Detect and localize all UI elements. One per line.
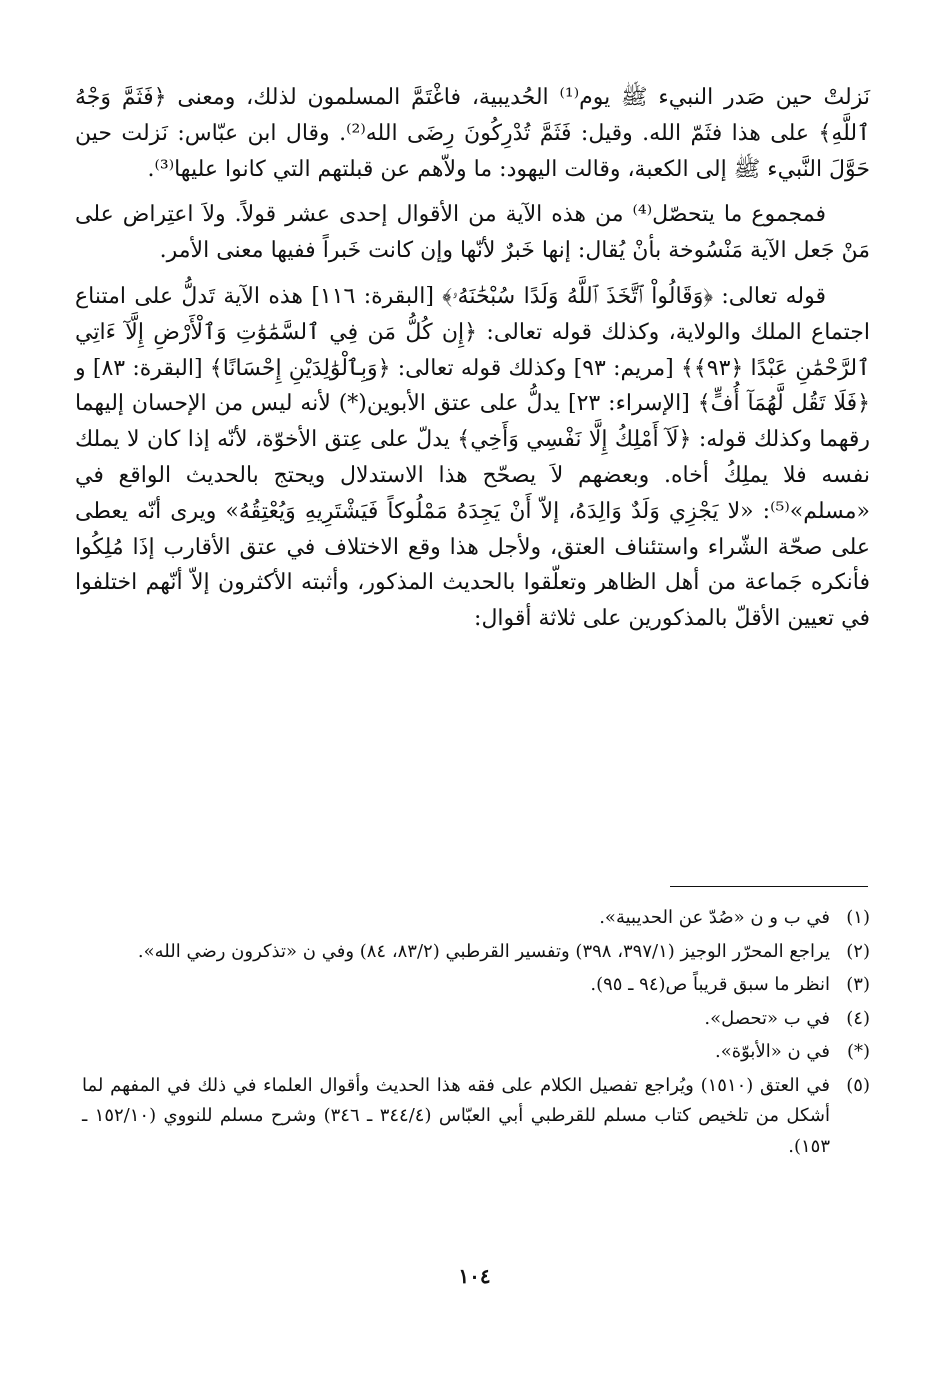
footnote-text: انظر ما سبق قريباً ص(٩٤ ـ ٩٥). (590, 974, 830, 995)
paragraph-hudaybiya: نَزلتْ حين صَدر النبيء ﷺ يوم⁽¹⁾ الحُديبية، فاغْتَمَّ المسلمون لذلك، ومعنى ﴿فَثَمَّ وَجْهُ ٱللَّهِ﴾ على هذا فثَمّ الله. وقيل: فَثَمَّ تُدْرِكُونَ رِضَى الله⁽²⁾. وقال ابن عبّاس: نَزلت حين حَوَّلَ النَّبيء ﷺ إلى الكعبة، وقالت اليهود: ما ولاّهم عن قبلتهم التي كانوا عليها⁽³⁾. (75, 85, 871, 182)
page-number: ١٠٤ (458, 1264, 491, 1288)
footnote-number: (٣) (846, 974, 870, 995)
footnote-text: في ب «تحصل». (704, 1007, 830, 1029)
footnote-number: (*) (846, 1041, 870, 1062)
footnote-2 (82, 937, 870, 968)
footnote-3 (82, 970, 870, 1001)
paragraph-summary: فمجموع ما يتحصّل⁽⁴⁾ من هذه الآية من الأقوال إحدى عشر قولاً. ولاَ اعتِراض على مَنْ جَعل الآية مَنْسُوخة بأنْ يُقال: إنها خَبرٌ لأنّها وإن كانت خَبراً ففيها معنى الأمر. (75, 202, 870, 264)
footnotes (82, 903, 870, 1165)
footnote-4 (82, 1004, 870, 1035)
main-text (75, 80, 870, 637)
footnote-text: في ب و ن «صُدّ عن الحديبية». (599, 907, 830, 928)
footnote-number: (١) (846, 907, 870, 928)
footnote-text: في ن «الأبوّة». (714, 1041, 830, 1062)
footnote-5 (82, 1071, 870, 1163)
footnote-star (82, 1037, 870, 1068)
footnote-text: يراجع المحرّر الوجيز (٣٩٧/١، ٣٩٨) وتفسير القرطبي (٨٣/٢، ٨٤) وفي ن «تذكرون رضي الله». (137, 940, 830, 962)
footnote-text: في العتق (١٥١٠) ويُراجع تفصيل الكلام على فقه هذا الحديث وأقوال العلماء في ذلك في المفهم لما أشكل من تلخيص كتاب مسلم للقرطبي أبي العبّاس (٣٤٤/٤ ـ ٣٤٦) وشرح مسلم للنووي (١٥٢/١٠ ـ ١٥٣). (82, 1074, 831, 1157)
footnote-number: (٤) (846, 1007, 870, 1029)
footnote-number: (٢) (846, 940, 870, 962)
footnote-1 (82, 903, 870, 934)
footnote-separator (670, 886, 868, 887)
footnote-number: (٥) (846, 1074, 870, 1096)
paragraph-verse-commentary: قوله تعالى: ﴿وَقَالُواْ ٱتَّخَذَ ٱللَّهُ وَلَدًا سُبْحَٰنَهُۥ﴾ [البقرة: ١١٦] هذه الآية تَدلُّ على امتناع اجتماع الملك والولاية، وكذلك قوله تعالى: ﴿إِن كُلُّ مَن فِي ٱلسَّمَٰوَٰتِ وَٱلْأَرْضِ إِلَّآ ءَاتِي ٱلرَّحْمَٰنِ عَبْدًا ﴿٩٣﴾﴾ [مريم: ٩٣] وكذلك قوله تعالى: ﴿وَبِٱلْوَٰلِدَيْنِ إِحْسَانًا﴾ [البقرة: ٨٣] و ﴿فَلَا تَقُل لَّهُمَآ أُفٍّ﴾ [الإسراء: ٢٣] يدلُّ على عتق الأبوين(*) لأنه ليس من الإحسان إليهما رقهما وكذلك قوله: ﴿لَآ أَمْلِكُ إِلَّا نَفْسِي وَأَخِي﴾ يدلّ على عِتق الأخوّة، لأنّه إذا كان لا يملك نفسه فلا يملِكُ أخاه. وبعضهم لاَ يصحّح هذا الاستدلال ويحتج بالحديث الواقع في «مسلم»⁽⁵⁾: «لا يَجْزِي وَلَدٌ وَالِدَهُ، إلاّ أَنْ يَجِدَهُ مَمْلُوكاً فَيَشْتَرِيهِ وَيُعْتِقُهُ» ويرى أنّه يعطى على صحّة الشّراء واستئناف العتق، ولأجل هذا وقع الاختلاف في عتق الأقارب إذَا مُلِكُوا فأنكره جَماعة من أهل الظاهر وتعلّقوا بالحديث المذكور، وأثبته الأكثرون إلاّ أنّهم اختلفوا في تعيين الأقلّ بالمذكورين على ثلاثة أقوال: (75, 283, 871, 632)
